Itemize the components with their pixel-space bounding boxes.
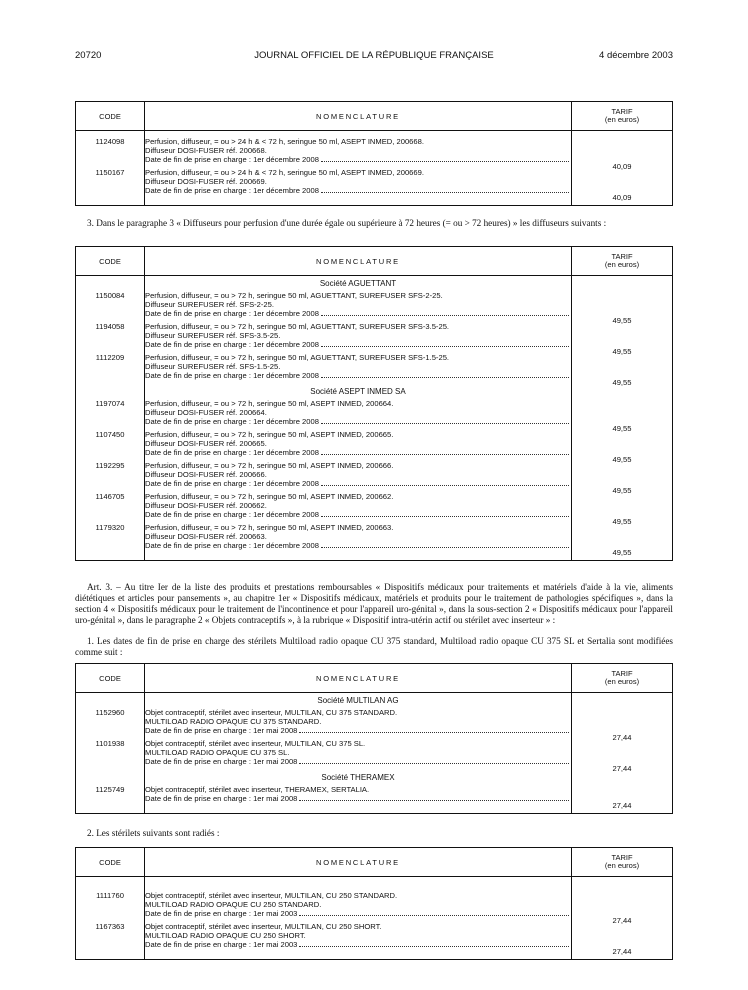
dot-leader: [321, 422, 569, 424]
end-date-text: Date de fin de prise en charge : 1er décembre 2008: [145, 479, 319, 488]
tarif-value: 49,55: [612, 486, 632, 495]
journal-title: JOURNAL OFFICIEL DE LA RÉPUBLIQUE FRANÇAISE: [254, 50, 494, 61]
dot-leader: [321, 345, 569, 347]
tarif-unit: (en euros): [604, 677, 640, 686]
product-code: 1194058: [95, 322, 125, 331]
end-date-line: [145, 309, 571, 318]
tarif-value: 49,55: [612, 424, 632, 433]
tarif-value: 27,44: [612, 801, 632, 810]
end-date-line: [145, 757, 571, 766]
dot-leader: [321, 160, 569, 162]
code-cell: [76, 785, 145, 807]
tarif-value: 40,09: [612, 162, 632, 171]
description-line: MULTILOAD RADIO OPAQUE CU 375 SL.: [145, 748, 290, 757]
product-code: 1150167: [95, 168, 125, 177]
society-heading: Société MULTILAN AG: [317, 696, 399, 705]
tarif-cell: [572, 785, 673, 810]
code-cell: [76, 399, 145, 554]
product-description: [145, 137, 571, 168]
tarif-value: 49,55: [612, 455, 632, 464]
description-line: Diffuseur SUREFUSER réf. SFS-1.5-25.: [145, 362, 281, 371]
description-line: Perfusion, diffuseur, = ou > 72 h, seringue 50 ml, ASEPT INMED, 200663.: [145, 523, 394, 532]
end-date-text: Date de fin de prise en charge : 1er mai 2008: [145, 794, 298, 803]
column-header-tarif: [572, 664, 673, 693]
product-description: [145, 739, 571, 770]
end-date-text: Date de fin de prise en charge : 1er mai 2003: [145, 908, 298, 918]
product-description: [145, 168, 571, 199]
tarif-value: 49,55: [612, 517, 632, 526]
end-date-text: Date de fin de prise en charge : 1er décembre 2008: [145, 340, 319, 349]
product-code: 1111760: [96, 890, 124, 900]
description-line: Diffuseur DOSI-FUSER réf. 200668.: [145, 146, 267, 155]
description-line: Objet contraceptif, stérilet avec inserteur, MULTILAN, CU 375 STANDARD.: [145, 708, 398, 717]
dot-leader: [321, 515, 569, 517]
description-line: Diffuseur DOSI-FUSER réf. 200666.: [145, 470, 267, 479]
column-header-nomenclature: NOMENCLATURE: [145, 247, 572, 276]
code-cell: [76, 708, 145, 770]
description-line: MULTILOAD RADIO OPAQUE CU 375 STANDARD.: [145, 717, 322, 726]
end-date-text: Date de fin de prise en charge : 1er décembre 2008: [145, 417, 319, 426]
tarif-value: 49,55: [612, 378, 632, 387]
dot-leader: [321, 546, 569, 548]
tarif-value: 27,44: [612, 733, 632, 742]
description-line: Diffuseur DOSI-FUSER réf. 200663.: [145, 532, 267, 541]
product-code: 1192295: [95, 461, 125, 470]
tarif-label: TARIF: [611, 853, 633, 862]
end-date-line: [145, 940, 571, 949]
end-date-text: Date de fin de prise en charge : 1er décembre 2008: [145, 186, 319, 195]
end-date-line: [145, 726, 571, 735]
description-line: Objet contraceptif, stérilet avec inserteur, MULTILAN, CU 250 STANDARD.: [145, 890, 398, 900]
paragraph-3: 3. Dans le paragraphe 3 « Diffuseurs pour perfusion d'une durée égale ou supérieure à 72 heures (= ou > 72 heures) » les diffuseurs suivants :: [87, 218, 607, 228]
end-date-line: [145, 448, 571, 457]
tarif-cell: [572, 708, 673, 773]
product-description: [145, 399, 571, 430]
column-header-tarif: [572, 247, 673, 276]
entry-group: [76, 137, 673, 199]
product-description: [145, 430, 571, 461]
dot-leader: [299, 731, 569, 733]
product-description: [145, 291, 571, 322]
society-heading: Société THERAMEX: [321, 773, 395, 782]
description-line: Perfusion, diffuseur, = ou > 72 h, seringue 50 ml, AGUETTANT, SUREFUSER SFS-1.5-25.: [145, 353, 450, 362]
end-date-line: [145, 541, 571, 550]
column-header-nomenclature: NOMENCLATURE: [145, 102, 572, 131]
column-header-code: CODE: [76, 664, 145, 693]
nomenclature-cell: [145, 708, 572, 770]
tariff-table-3: [75, 663, 673, 814]
description-line: Perfusion, diffuseur, = ou > 72 h, seringue 50 ml, ASEPT INMED, 200664.: [145, 399, 394, 408]
tariff-table-4: [75, 847, 673, 960]
end-date-line: [145, 510, 571, 519]
description-line: MULTILOAD RADIO OPAQUE CU 250 STANDARD.: [145, 899, 322, 909]
end-date-text: Date de fin de prise en charge : 1er décembre 2008: [145, 371, 319, 380]
entry-group: [76, 708, 673, 770]
tarif-value: 49,55: [612, 316, 632, 325]
product-code: 1197074: [95, 399, 125, 408]
end-date-text: Date de fin de prise en charge : 1er mai 2008: [145, 757, 298, 766]
column-header-nomenclature: NOMENCLATURE: [145, 664, 572, 693]
column-header-code: CODE: [76, 102, 145, 131]
dot-leader: [299, 945, 569, 947]
description-line: Perfusion, diffuseur, = ou > 72 h, seringue 50 ml, AGUETTANT, SUREFUSER SFS-3.5-25.: [145, 322, 450, 331]
description-line: Objet contraceptif, stérilet avec inserteur, MULTILAN, CU 375 SL.: [145, 739, 366, 748]
page-header: [75, 50, 673, 64]
product-code: 1101938: [95, 739, 125, 748]
product-code: 1179320: [95, 523, 125, 532]
description-line: Diffuseur SUREFUSER réf. SFS-3.5-25.: [145, 331, 281, 340]
column-header-tarif: [572, 102, 673, 131]
description-line: Diffuseur DOSI-FUSER réf. 200664.: [145, 408, 267, 417]
end-date-line: [145, 186, 571, 195]
article-3: Art. 3. – Au titre Ier de la liste des produits et prestations remboursables « Dispositifs médicaux pour traitements et matériels d'aide à la vie, aliments diététiques et articles pour pansements », au chapitre 1er « Dispositifs médicaux, matériels et produits pour le traitement de pathologies spécifiques », dans la section 4 « Dispositifs médicaux pour le traitement de l'incontinence et pour l'appareil uro-génital », dans la sous-section 2 « Dispositifs médicaux pour l'appareil uro-génital », dans le paragraphe 2 « Objets contraceptifs », à la rubrique « Dispositif intra-utérin actif ou stérilet avec inserteur » :: [75, 582, 673, 625]
nomenclature-cell: [145, 291, 572, 384]
dot-leader: [321, 376, 569, 378]
product-code: 1112209: [95, 353, 125, 362]
description-line: Diffuseur DOSI-FUSER réf. 200669.: [145, 177, 267, 186]
paragraph-2: 2. Les stérilets suivants sont radiés :: [87, 828, 220, 838]
end-date-line: [145, 371, 571, 380]
description-line: Perfusion, diffuseur, = ou > 72 h, seringue 50 ml, AGUETTANT, SUREFUSER SFS-2-25.: [145, 291, 443, 300]
entry-group: [76, 291, 673, 384]
tarif-label: TARIF: [611, 252, 633, 261]
code-cell: [76, 137, 145, 199]
description-line: Perfusion, diffuseur, = ou > 72 h, seringue 50 ml, ASEPT INMED, 200665.: [145, 430, 394, 439]
product-description: [145, 461, 571, 492]
end-date-line: [145, 155, 571, 164]
society-heading: Société AGUETTANT: [319, 279, 397, 288]
description-line: Diffuseur SUREFUSER réf. SFS-2-25.: [145, 300, 274, 309]
dot-leader: [299, 799, 569, 801]
end-date-line: [145, 417, 571, 426]
tarif-value: 49,55: [612, 347, 632, 356]
end-date-line: [145, 909, 571, 918]
description-line: Objet contraceptif, stérilet avec inserteur, THERAMEX, SERTALIA.: [145, 785, 370, 794]
column-header-tarif: [572, 848, 673, 877]
society-heading: Société ASEPT INMED SA: [310, 387, 406, 396]
tariff-table-2: [75, 246, 673, 561]
tariff-table-1: [75, 101, 673, 206]
tarif-value: 49,55: [612, 548, 632, 557]
product-description: [145, 891, 571, 922]
product-code: 1152960: [95, 708, 125, 717]
product-description: [145, 353, 571, 384]
product-description: [145, 322, 571, 353]
description-line: Perfusion, diffuseur, = ou > 72 h, seringue 50 ml, ASEPT INMED, 200666.: [145, 461, 394, 470]
publication-date: 4 décembre 2003: [599, 50, 673, 61]
nomenclature-cell: [145, 137, 572, 199]
code-cell: [76, 891, 145, 953]
dot-leader: [321, 484, 569, 486]
end-date-line: [145, 340, 571, 349]
paragraph-1: 1. Les dates de fin de prise en charge des stérilets Multiload radio opaque CU 375 standard, Multiload radio opaque CU 375 SL et Sertalia sont modifiées comme suit :: [75, 636, 673, 657]
entry-group: [76, 399, 673, 554]
entry-group: [76, 891, 673, 953]
tarif-cell: [572, 137, 673, 202]
column-header-nomenclature: NOMENCLATURE: [145, 848, 572, 877]
tarif-cell: [572, 291, 673, 387]
nomenclature-cell: [145, 891, 572, 953]
tarif-label: TARIF: [611, 107, 633, 116]
end-date-text: Date de fin de prise en charge : 1er décembre 2008: [145, 448, 319, 457]
product-code: 1167363: [95, 921, 125, 931]
end-date-line: [145, 479, 571, 488]
tarif-value: 27,44: [612, 764, 632, 773]
end-date-text: Date de fin de prise en charge : 1er mai 2008: [145, 726, 298, 735]
description-line: Diffuseur DOSI-FUSER réf. 200665.: [145, 439, 267, 448]
tarif-label: TARIF: [611, 669, 633, 678]
description-line: Perfusion, diffuseur, = ou > 24 h & < 72 h, seringue 50 ml, ASEPT INMED, 200669.: [145, 168, 424, 177]
description-line: Perfusion, diffuseur, = ou > 72 h, seringue 50 ml, ASEPT INMED, 200662.: [145, 492, 394, 501]
tarif-cell: [572, 891, 673, 956]
product-code: 1150084: [95, 291, 125, 300]
product-description: [145, 708, 571, 739]
tarif-unit: (en euros): [604, 260, 640, 269]
product-description: [145, 785, 571, 807]
end-date-text: Date de fin de prise en charge : 1er mai 2003: [145, 939, 298, 949]
tarif-unit: (en euros): [604, 115, 640, 124]
product-description: [145, 492, 571, 523]
column-header-code: CODE: [76, 247, 145, 276]
dot-leader: [299, 914, 569, 916]
dot-leader: [321, 314, 569, 316]
product-code: 1107450: [95, 430, 125, 439]
product-code: 1124098: [95, 137, 125, 146]
dot-leader: [321, 453, 569, 455]
product-code: 1125749: [95, 785, 125, 794]
tarif-cell: [572, 399, 673, 557]
description-line: Diffuseur DOSI-FUSER réf. 200662.: [145, 501, 267, 510]
entry-group: [76, 785, 673, 807]
end-date-text: Date de fin de prise en charge : 1er décembre 2008: [145, 541, 319, 550]
page-number: 20720: [75, 50, 102, 61]
product-description: [145, 922, 571, 953]
end-date-line: [145, 794, 571, 803]
nomenclature-cell: [145, 399, 572, 554]
tarif-value: 27,44: [612, 915, 632, 925]
end-date-text: Date de fin de prise en charge : 1er décembre 2008: [145, 309, 319, 318]
end-date-text: Date de fin de prise en charge : 1er décembre 2008: [145, 155, 319, 164]
product-description: [145, 523, 571, 554]
code-cell: [76, 291, 145, 384]
end-date-text: Date de fin de prise en charge : 1er décembre 2008: [145, 510, 319, 519]
description-line: Objet contraceptif, stérilet avec inserteur, MULTILAN, CU 250 SHORT.: [145, 921, 382, 931]
column-header-code: CODE: [76, 848, 145, 877]
tarif-value: 40,09: [612, 193, 632, 202]
dot-leader: [299, 762, 569, 764]
description-line: Perfusion, diffuseur, = ou > 24 h & < 72 h, seringue 50 ml, ASEPT INMED, 200668.: [145, 137, 424, 146]
tarif-unit: (en euros): [604, 861, 640, 870]
nomenclature-cell: [145, 785, 572, 807]
dot-leader: [321, 191, 569, 193]
product-code: 1146705: [95, 492, 125, 501]
tarif-value: 27,44: [612, 946, 632, 956]
description-line: MULTILOAD RADIO OPAQUE CU 250 SHORT.: [145, 930, 306, 940]
